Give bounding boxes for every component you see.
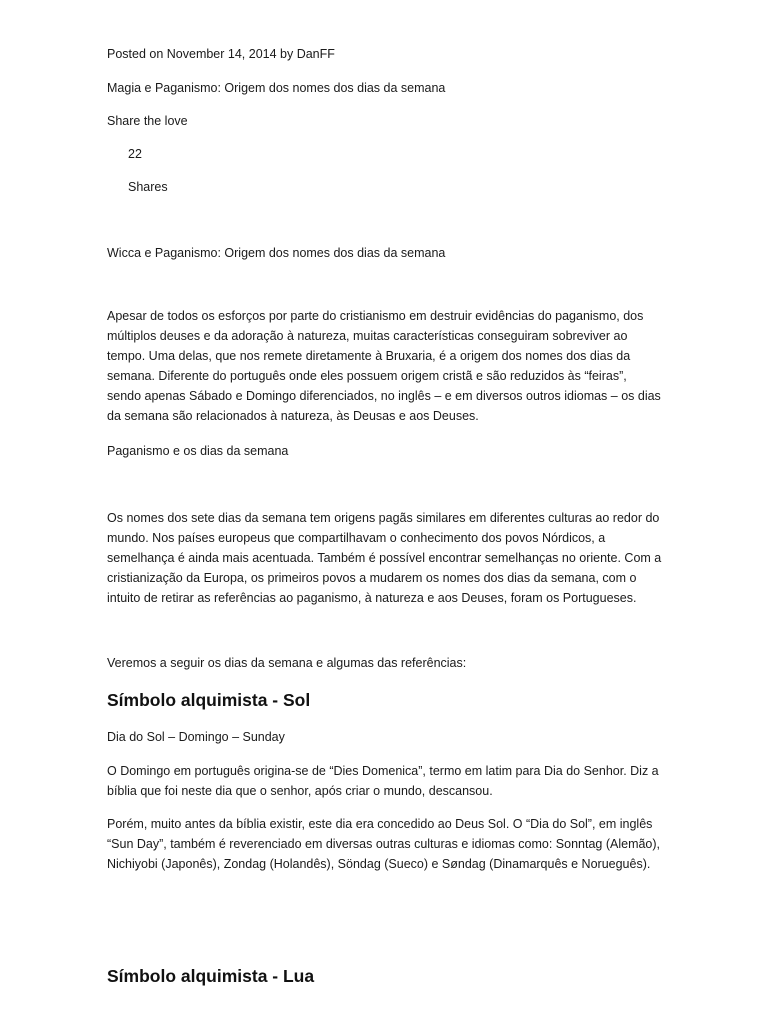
sol-text-2: Porém, muito antes da bíblia existir, este dia era concedido ao Deus Sol. O “Dia do Sol”, em inglês “Sun Day”, também é reverenciado em diversas outras culturas e idiomas como: Sonntag (Alemão), Nichiyobi (Japonês), Zondag (Holandês), Söndag (Sueco) e Søndag (Dinamarquês e Norueguês).: [107, 817, 661, 871]
sol-text-1: O Domingo em português origina-se de “Dies Domenica”, termo em latim para Dia do Senhor. Diz a bíblia que foi neste dia que o senhor, após criar o mundo, descansou.: [107, 764, 659, 798]
heading-sol: Símbolo alquimista - Sol: [107, 690, 311, 710]
intro-text: Apesar de todos os esforços por parte do cristianismo em destruir evidências do paganismo, dos múltiplos deuses e da adoração à natureza, muitas características conseguiram sobreviver ao tempo. Uma delas, que nos remete diretamente à Bruxaria, é a origem dos nomes dos dias da semana. Diferente do português onde eles possuem origem cristã e são reduzidos às “feiras”, sendo apenas Sábado e Domingo diferenciados, no inglês – e em diversos outros idiomas – os dias da semana são relacionados à natureza, às Deusas e aos Deuses.: [107, 309, 661, 423]
share-label: Share the love: [107, 114, 188, 128]
sol-paragraph-1: [107, 761, 662, 801]
origins-text: Os nomes dos sete dias da semana tem origens pagãs similares em diferentes culturas ao redor do mundo. Nos países europeus que compartilhavam o conhecimento dos povos Nórdicos, a semelhança é ainda mais acentuada. Também é possível encontrar semelhanças no oriente. Com a cristianização da Europa, os primeiros povos a mudarem os nomes dos dias da semana, com o intuito de retirar as referências ao paganismo, à natureza e aos Deuses, foram os Portugueses.: [107, 511, 662, 605]
section-title: Paganismo e os dias da semana: [107, 444, 289, 458]
post-meta: Posted on November 14, 2014 by DanFF: [107, 47, 335, 61]
article-subtitle: Wicca e Paganismo: Origem dos nomes dos dias da semana: [107, 246, 446, 260]
share-count[interactable]: 22: [128, 147, 142, 161]
sol-paragraph-2: [107, 814, 662, 874]
intro-paragraph: [107, 306, 662, 426]
share-count-label[interactable]: Shares: [128, 180, 168, 194]
lead-in: Veremos a seguir os dias da semana e algumas das referências:: [107, 656, 467, 670]
origins-paragraph: [107, 508, 662, 608]
heading-lua: Símbolo alquimista - Lua: [107, 966, 315, 986]
post-title: Magia e Paganismo: Origem dos nomes dos dias da semana: [107, 81, 446, 95]
sol-caption: Dia do Sol – Domingo – Sunday: [107, 730, 285, 744]
